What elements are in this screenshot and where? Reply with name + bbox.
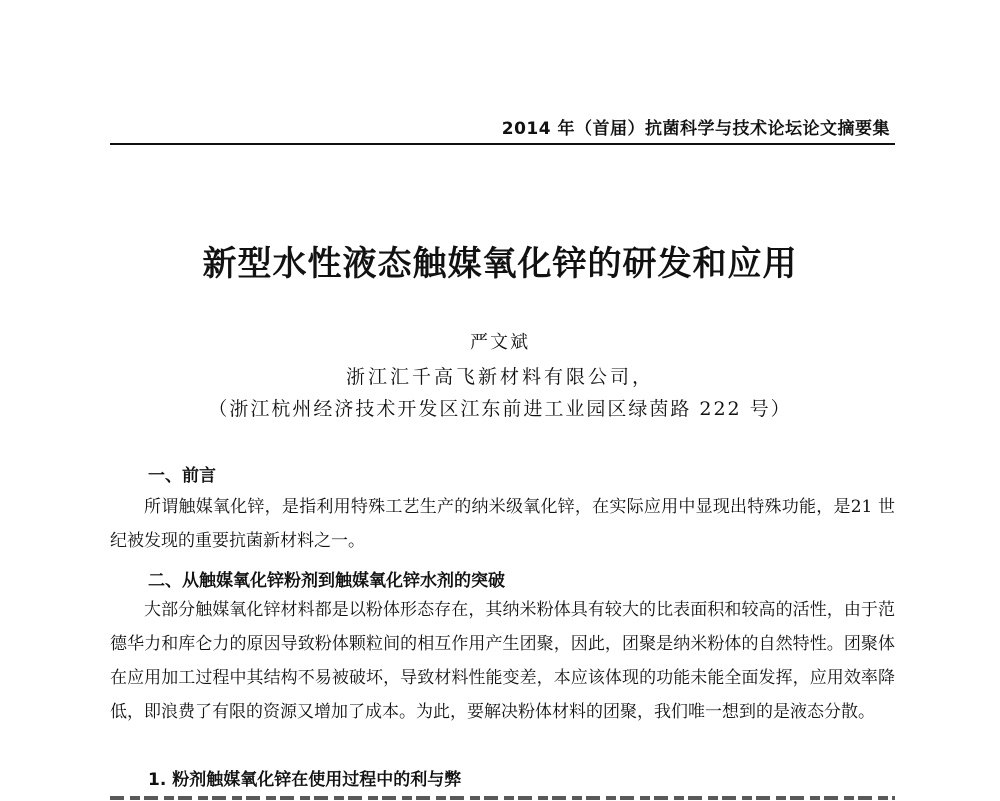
author-name: 严文斌	[470, 332, 530, 353]
truncated-text-line	[110, 795, 895, 801]
author-affiliation: 浙江汇千高飞新材料有限公司，	[345, 366, 654, 388]
running-header: 2014 年（首届）抗菌科学与技术论坛论文摘要集	[501, 119, 890, 139]
paper-title: 新型水性液态触媒氧化锌的研发和应用	[202, 244, 798, 284]
paragraph-introduction: 所谓触媒氧化锌，是指利用特殊工艺生产的纳米级氧化锌，在实际应用中显现出特殊功能，是21 世纪被发现的重要抗菌新材料之一。	[110, 497, 895, 551]
subsection-heading-pros-cons: 1. 粉剂触媒氧化锌在使用过程中的利与弊	[148, 770, 462, 790]
header-rule	[110, 143, 895, 145]
section-heading-introduction: 一、前言	[148, 466, 216, 486]
author-address: （浙江杭州经济技术开发区江东前进工业园区绿茵路 222 号）	[208, 398, 792, 420]
section-heading-breakthrough: 二、从触媒氧化锌粉剂到触媒氧化锌水剂的突破	[148, 571, 505, 591]
paragraph-breakthrough: 大部分触媒氧化锌材料都是以粉体形态存在，其纳米粉体具有较大的比表面积和较高的活性，由于范德华力和库仑力的原因导致粉体颗粒间的相互作用产生团聚，因此，团聚是纳米粉体的自然特性。团聚体在应用加工过程中其结构不易被破坏，导致材料性能变差，本应该体现的功能未能全面发挥，应用效率降低，即浪费了有限的资源又增加了成本。为此，要解决粉体材料的团聚，我们唯一想到的是液态分散。	[110, 600, 895, 722]
